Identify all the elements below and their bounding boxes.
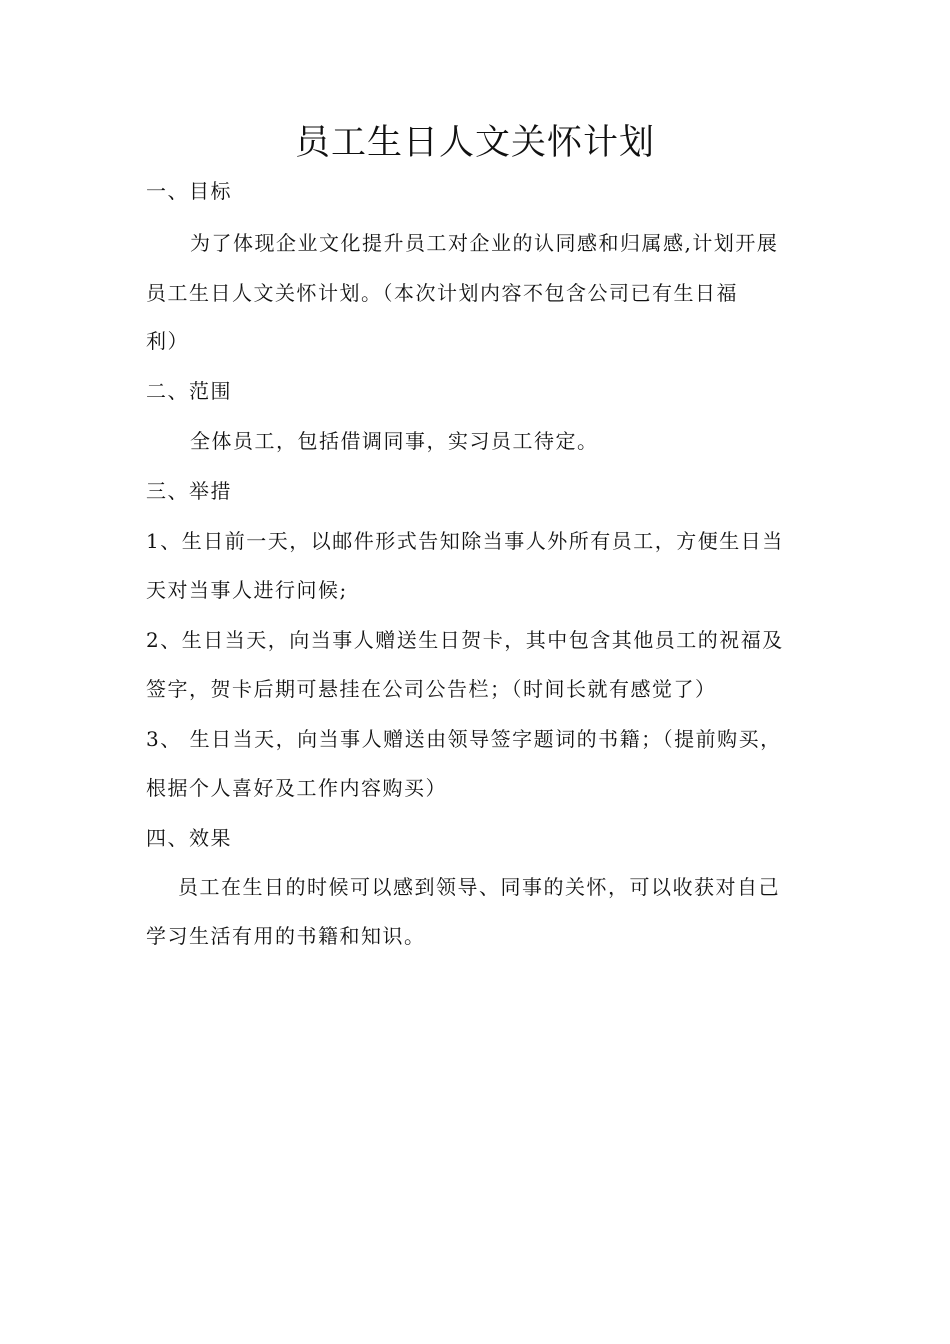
document-title: 员工生日人文关怀计划 [294, 123, 655, 163]
effect-paragraph-line: 学习生活有用的书籍和知识。 [146, 924, 426, 948]
measure-line: 1、生日前一天，以邮件形式告知除当事人外所有员工，方便生日当 [146, 529, 784, 553]
measure-line: 天对当事人进行问候; [146, 578, 348, 602]
section-heading-scope: 二、范围 [146, 379, 232, 403]
measure-line: 2、生日当天，向当事人赠送生日贺卡，其中包含其他员工的祝福及 [146, 628, 784, 652]
goal-paragraph-line: 利） [146, 329, 189, 353]
measure-line: 签字，贺卡后期可悬挂在公司公告栏；（时间长就有感觉了） [146, 677, 717, 701]
effect-paragraph-line: 员工在生日的时候可以感到领导、同事的关怀，可以收获对自己 [178, 875, 780, 899]
section-heading-measures: 三、举措 [146, 479, 232, 503]
section-heading-goal: 一、目标 [146, 179, 232, 203]
scope-paragraph-line: 全体员工，包括借调同事，实习员工待定。 [190, 429, 599, 453]
goal-paragraph-line: 员工生日人文关怀计划。（本次计划内容不包含公司已有生日福 [146, 281, 738, 305]
measure-line: 根据个人喜好及工作内容购买） [146, 776, 447, 800]
section-heading-effect: 四、效果 [146, 826, 232, 850]
measure-line: 3、 生日当天，向当事人赠送由领导签字题词的书籍；（提前购买， [146, 727, 782, 751]
goal-paragraph-line: 为了体现企业文化提升员工对企业的认同感和归属感,计划开展 [190, 231, 779, 255]
